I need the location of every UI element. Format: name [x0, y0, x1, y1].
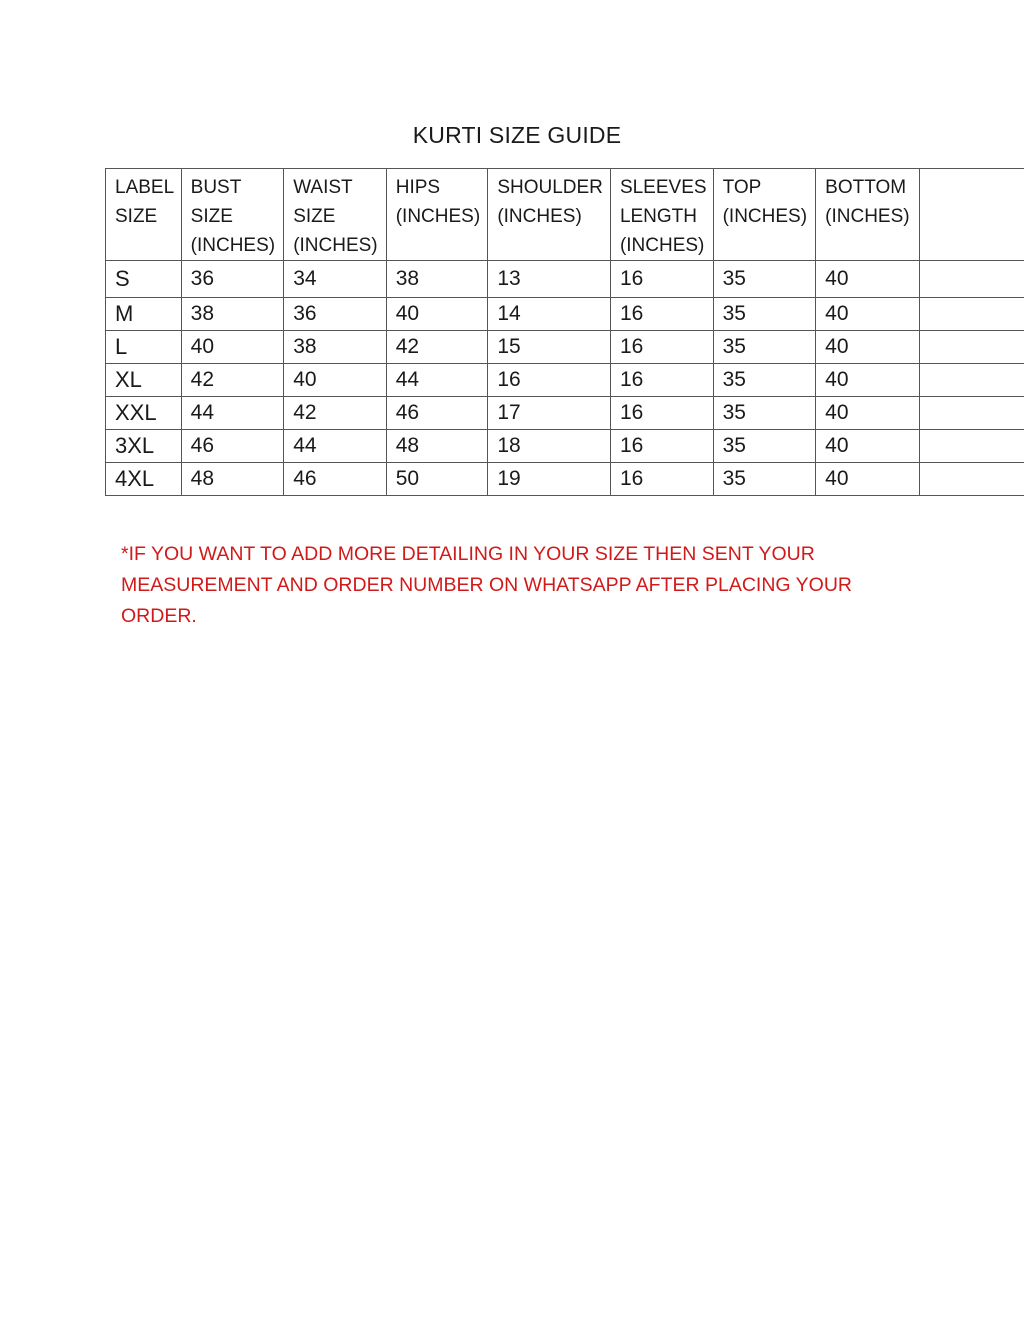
top-cell: 35	[713, 430, 816, 463]
waist-cell: 44	[284, 430, 387, 463]
size-label-cell: M	[106, 298, 182, 331]
empty-cell	[919, 463, 1024, 496]
bottom-cell: 40	[816, 261, 920, 298]
header-waist-size: WAIST SIZE (INCHES)	[284, 169, 387, 261]
top-cell: 35	[713, 364, 816, 397]
size-label-cell: 4XL	[106, 463, 182, 496]
header-top: TOP (INCHES)	[713, 169, 816, 261]
size-chart-table	[105, 168, 1024, 496]
hips-cell: 50	[386, 463, 488, 496]
sleeves-cell: 16	[610, 430, 713, 463]
bottom-cell: 40	[816, 397, 920, 430]
table-row	[106, 397, 1024, 430]
bust-cell: 40	[181, 331, 284, 364]
shoulder-cell: 13	[488, 261, 611, 298]
hips-cell: 48	[386, 430, 488, 463]
shoulder-cell: 18	[488, 430, 611, 463]
shoulder-cell: 17	[488, 397, 611, 430]
table-row	[106, 298, 1024, 331]
waist-cell: 46	[284, 463, 387, 496]
empty-cell	[919, 364, 1024, 397]
waist-cell: 38	[284, 331, 387, 364]
bottom-cell: 40	[816, 463, 920, 496]
hips-cell: 40	[386, 298, 488, 331]
size-label-cell: L	[106, 331, 182, 364]
size-label-cell: XXL	[106, 397, 182, 430]
empty-cell	[919, 397, 1024, 430]
waist-cell: 42	[284, 397, 387, 430]
note-line: MEASUREMENT AND ORDER NUMBER ON WHATSAPP AFTER PLACING YOUR	[121, 574, 853, 596]
table-row	[106, 463, 1024, 496]
header-label-size: LABEL SIZE	[106, 169, 182, 261]
empty-cell	[919, 331, 1024, 364]
sleeves-cell: 16	[610, 463, 713, 496]
bottom-cell: 40	[816, 331, 920, 364]
hips-cell: 42	[386, 331, 488, 364]
hips-cell: 38	[386, 261, 488, 298]
table-row	[106, 261, 1024, 298]
sleeves-cell: 16	[610, 298, 713, 331]
top-cell: 35	[713, 331, 816, 364]
bottom-cell: 40	[816, 298, 920, 331]
bust-cell: 46	[181, 430, 284, 463]
sleeves-cell: 16	[610, 397, 713, 430]
waist-cell: 36	[284, 298, 387, 331]
shoulder-cell: 16	[488, 364, 611, 397]
bust-cell: 44	[181, 397, 284, 430]
sleeves-cell: 16	[610, 364, 713, 397]
top-cell: 35	[713, 261, 816, 298]
size-label-cell: 3XL	[106, 430, 182, 463]
waist-cell: 34	[284, 261, 387, 298]
top-cell: 35	[713, 298, 816, 331]
shoulder-cell: 19	[488, 463, 611, 496]
table-header-row	[106, 169, 1024, 261]
empty-cell	[919, 261, 1024, 298]
bust-cell: 48	[181, 463, 284, 496]
sleeves-cell: 16	[610, 331, 713, 364]
sleeves-cell: 16	[610, 261, 713, 298]
header-hips: HIPS (INCHES)	[386, 169, 488, 261]
bust-cell: 42	[181, 364, 284, 397]
bottom-cell: 40	[816, 430, 920, 463]
bottom-cell: 40	[816, 364, 920, 397]
note-line: *IF YOU WANT TO ADD MORE DETAILING IN YOUR SIZE THEN SENT YOUR	[121, 543, 815, 565]
top-cell: 35	[713, 463, 816, 496]
top-cell: 35	[713, 397, 816, 430]
page-title: KURTI SIZE GUIDE	[412, 122, 622, 148]
empty-cell	[919, 430, 1024, 463]
size-label-cell: XL	[106, 364, 182, 397]
shoulder-cell: 14	[488, 298, 611, 331]
table-row	[106, 364, 1024, 397]
hips-cell: 44	[386, 364, 488, 397]
table-row	[106, 331, 1024, 364]
header-bust-size: BUST SIZE (INCHES)	[181, 169, 284, 261]
header-sleeves-length: SLEEVES LENGTH (INCHES)	[610, 169, 713, 261]
bust-cell: 38	[181, 298, 284, 331]
table-row	[106, 430, 1024, 463]
shoulder-cell: 15	[488, 331, 611, 364]
size-label-cell: S	[106, 261, 182, 298]
hips-cell: 46	[386, 397, 488, 430]
ordering-note	[121, 539, 881, 632]
header-empty	[919, 169, 1024, 261]
waist-cell: 40	[284, 364, 387, 397]
empty-cell	[919, 298, 1024, 331]
header-bottom: BOTTOM (INCHES)	[816, 169, 920, 261]
header-shoulder: SHOULDER (INCHES)	[488, 169, 611, 261]
note-line: ORDER.	[121, 605, 197, 627]
bust-cell: 36	[181, 261, 284, 298]
